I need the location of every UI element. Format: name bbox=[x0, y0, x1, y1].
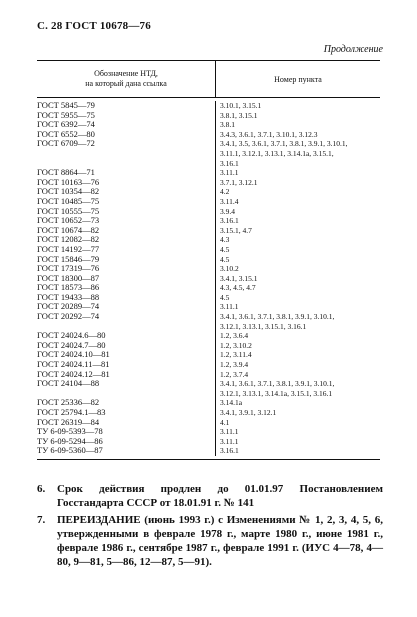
row-document: ГОСТ 24024.6—80 bbox=[37, 331, 106, 341]
row-document: ГОСТ 26319—84 bbox=[37, 417, 100, 427]
row-item: 3.4.1, 3.15.1 bbox=[220, 273, 258, 283]
row-item: 4.5 bbox=[220, 254, 230, 264]
row-document: ГОСТ 5845—79 bbox=[37, 101, 95, 110]
row-item: 3.12.1, 3.13.1, 3.15.1, 3.16.1 bbox=[220, 321, 307, 331]
row-item: 3.16.1 bbox=[220, 446, 239, 456]
note-number: 7. bbox=[37, 513, 46, 526]
row-item: 3.4.1, 3.6.1, 3.7.1, 3.8.1, 3.9.1, 3.10.1, bbox=[220, 312, 335, 322]
row-item: 3.11.1, 3.12.1, 3.13.1, 3.14.1a, 3.15.1, bbox=[220, 148, 334, 158]
row-item: 3.16.1 bbox=[220, 158, 239, 168]
row-document: ГОСТ 5955—75 bbox=[37, 110, 95, 120]
col-header-document bbox=[37, 61, 216, 97]
row-document: ГОСТ 19433—88 bbox=[37, 292, 100, 302]
note-item bbox=[37, 513, 383, 570]
row-document: ГОСТ 8864—71 bbox=[37, 168, 95, 178]
row-document: ГОСТ 15846—79 bbox=[37, 254, 100, 264]
row-item: 3.7.1, 3.12.1 bbox=[220, 177, 258, 187]
row-item: 3.15.1, 4.7 bbox=[220, 225, 252, 235]
col-header-document-line2: на который дана ссылка bbox=[85, 79, 167, 88]
row-item: 3.8.1 bbox=[220, 120, 235, 130]
row-item: 3.11.1 bbox=[220, 302, 239, 312]
reference-table bbox=[37, 60, 380, 460]
row-document bbox=[37, 159, 215, 169]
row-document: ГОСТ 10652—73 bbox=[37, 216, 100, 226]
row-item: 4.3 bbox=[220, 235, 230, 245]
row-document: ГОСТ 18573—86 bbox=[37, 283, 100, 293]
col-header-item: Номер пункта bbox=[274, 74, 322, 84]
row-item: 4.5 bbox=[220, 244, 230, 254]
note-item bbox=[37, 482, 383, 511]
row-item: 3.4.1, 3.5, 3.6.1, 3.7.1, 3.8.1, 3.9.1, 3.10.1, bbox=[220, 139, 348, 149]
notes-section bbox=[37, 482, 383, 572]
row-item: 3.11.1 bbox=[220, 427, 239, 437]
row-document: ГОСТ 10555—75 bbox=[37, 206, 100, 216]
row-document: ГОСТ 14192—77 bbox=[37, 244, 100, 254]
row-document bbox=[37, 322, 215, 332]
row-document: ТУ 6-09-5393—78 bbox=[37, 427, 103, 437]
row-item: 3.9.4 bbox=[220, 206, 235, 216]
table-body bbox=[37, 98, 380, 460]
row-item: 3.4.1, 3.9.1, 3.12.1 bbox=[220, 408, 277, 417]
page-header: С. 28 ГОСТ 10678—76 bbox=[37, 20, 151, 32]
row-item: 3.8.1, 3.15.1 bbox=[220, 110, 258, 120]
row-item: 3.11.1 bbox=[220, 436, 239, 446]
row-document bbox=[37, 149, 215, 159]
row-item: 4.5 bbox=[220, 292, 230, 302]
row-document: ГОСТ 24024.12—81 bbox=[37, 369, 110, 379]
row-document: ТУ 6-09-5294—86 bbox=[37, 436, 103, 446]
row-document: ГОСТ 24024.11—81 bbox=[37, 360, 110, 370]
row-document: ГОСТ 25336—82 bbox=[37, 398, 100, 408]
row-item: 3.12.1, 3.13.1, 3.14.1a, 3.15.1, 3.16.1 bbox=[220, 388, 333, 398]
row-item: 4.2 bbox=[220, 187, 230, 197]
row-item: 3.16.1 bbox=[220, 216, 239, 226]
row-item: 1.2, 3.10.2 bbox=[220, 340, 252, 350]
row-document: ГОСТ 24104—88 bbox=[37, 379, 100, 389]
col-header-document-line1: Обозначение НТД, bbox=[94, 69, 158, 78]
row-document: ГОСТ 24024.7—80 bbox=[37, 340, 106, 350]
row-document: ГОСТ 17319—76 bbox=[37, 264, 100, 274]
row-document: ГОСТ 24024.10—81 bbox=[37, 350, 110, 360]
row-document: ТУ 6-09-5360—87 bbox=[37, 446, 103, 456]
row-item: 1.2, 3.9.4 bbox=[220, 360, 249, 370]
row-item: 3.14.1a bbox=[220, 398, 243, 408]
row-document: ГОСТ 20292—74 bbox=[37, 312, 100, 322]
row-document: ГОСТ 6392—74 bbox=[37, 120, 95, 130]
row-item: 4.1 bbox=[220, 417, 230, 427]
row-document: ГОСТ 6709—72 bbox=[37, 139, 95, 149]
row-item: 1.2, 3.7.4 bbox=[220, 369, 249, 379]
item-column bbox=[216, 101, 380, 456]
row-document: ГОСТ 10485—75 bbox=[37, 196, 100, 206]
row-document: ГОСТ 10354—82 bbox=[37, 187, 100, 197]
row-item: 1.2, 3.11.4 bbox=[220, 350, 252, 360]
row-item: 1.2, 3.6.4 bbox=[220, 331, 249, 341]
row-item: 3.4.1, 3.6.1, 3.7.1, 3.8.1, 3.9.1, 3.10.1, bbox=[220, 379, 335, 389]
row-document: ГОСТ 20289—74 bbox=[37, 302, 100, 312]
row-document: ГОСТ 6552—80 bbox=[37, 129, 95, 139]
row-document: ГОСТ 25794.1—83 bbox=[37, 408, 106, 417]
row-document: ГОСТ 18300—87 bbox=[37, 273, 100, 283]
note-number: 6. bbox=[37, 483, 46, 495]
row-item: 3.10.2 bbox=[220, 264, 239, 274]
table-header bbox=[37, 60, 380, 98]
row-item: 3.10.1, 3.15.1 bbox=[220, 101, 262, 110]
row-document: ГОСТ 10674—82 bbox=[37, 225, 100, 235]
document-column bbox=[37, 101, 216, 456]
continued-label: Продолжение bbox=[323, 44, 383, 55]
note-text: ПЕРЕИЗДАНИЕ (июнь 1993 г.) с Изменениями № 1, 2, 3, 4, 5, 6, утвержденными в феврале 1978 г., марте 1980 г., июне 1981 г., феврале 1986 г., сентябре 1987 г., феврале 1991 г. (ИУС 4—78, 4—80, 9—81, 5—86, 12—87, 5—91). bbox=[57, 513, 383, 569]
note-text: Срок действия продлен до 01.01.97 Постановлением Госстандарта СССР от 18.01.91 г. № 141 bbox=[57, 483, 383, 510]
row-item: 4.3, 4.5, 4.7 bbox=[220, 283, 256, 293]
row-item: 3.11.4 bbox=[220, 196, 239, 206]
row-item: 3.11.1 bbox=[220, 168, 239, 178]
row-document: ГОСТ 10163—76 bbox=[37, 177, 100, 187]
row-document bbox=[37, 389, 215, 399]
row-document: ГОСТ 12082—82 bbox=[37, 235, 100, 245]
row-item: 3.4.3, 3.6.1, 3.7.1, 3.10.1, 3.12.3 bbox=[220, 129, 318, 139]
